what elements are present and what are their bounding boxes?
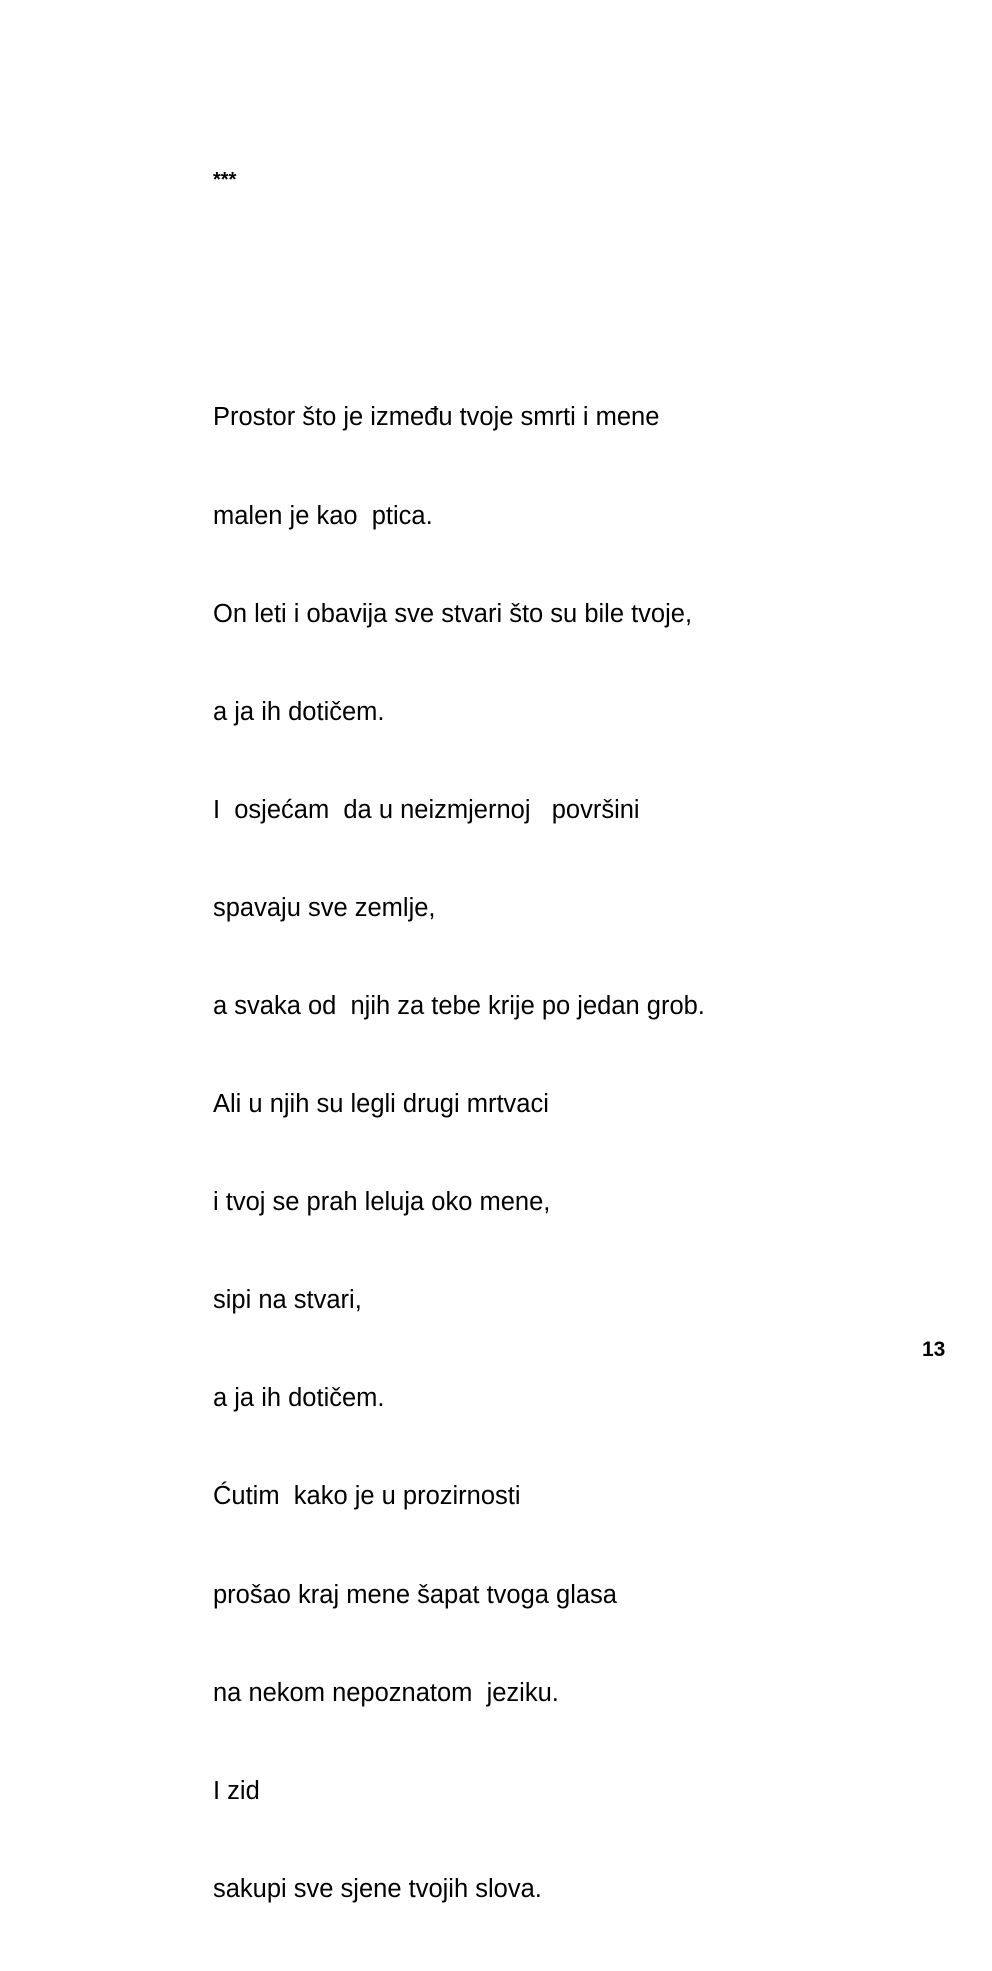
poem-line: a ja ih dotičem. xyxy=(213,1384,385,1413)
poem-line: I osjećam da u neizmjernoj površini xyxy=(213,795,640,824)
poem-line: sipi na stvari, xyxy=(213,1286,362,1315)
poem-body xyxy=(213,336,913,1971)
poem-line: spavaju sve zemlje, xyxy=(213,893,436,922)
poem-line: Prostor što je između tvoje smrti i mene xyxy=(213,403,660,432)
section-separator: *** xyxy=(213,169,237,191)
poem-line: malen je kao ptica. xyxy=(213,501,433,530)
poem-line: sakupi sve sjene tvojih slova. xyxy=(213,1874,542,1903)
poem-line: Ćutim kako je u prozirnosti xyxy=(213,1482,521,1511)
poem-line: na nekom nepoznatom jeziku. xyxy=(213,1678,559,1707)
poem-line: prošao kraj mene šapat tvoga glasa xyxy=(213,1580,617,1609)
poem-line: i tvoj se prah leluja oko mene, xyxy=(213,1188,551,1217)
poem-line: I zid xyxy=(213,1776,260,1805)
page-number: 13 xyxy=(922,1338,946,1361)
poem-line: a ja ih dotičem. xyxy=(213,697,385,726)
poem-line: a svaka od njih za tebe krije po jedan grob. xyxy=(213,991,705,1020)
poem-line: On leti i obavija sve stvari što su bile tvoje, xyxy=(213,599,693,628)
poem-line: Ali u njih su legli drugi mrtvaci xyxy=(213,1090,549,1119)
